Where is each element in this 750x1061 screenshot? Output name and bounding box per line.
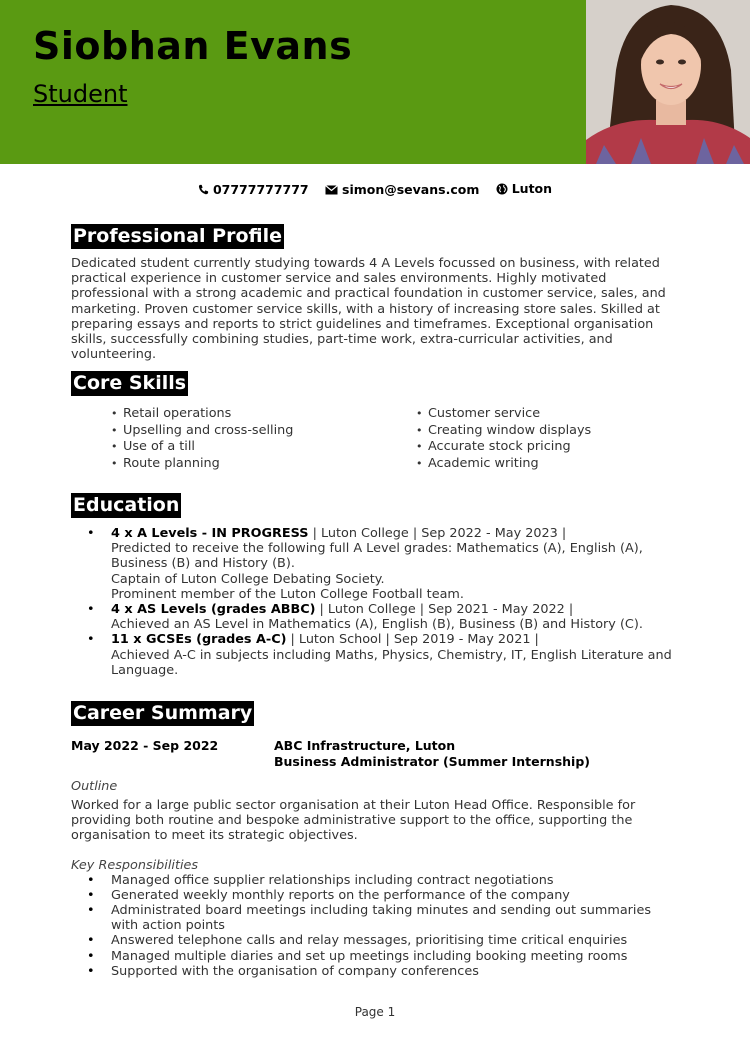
education-list: [71, 526, 681, 678]
skills-list: [71, 406, 681, 472]
education-detail: Captain of Luton College Debating Society.: [111, 571, 385, 587]
skill-item: • Accurate stock pricing: [416, 439, 591, 456]
skill-item: • Retail operations: [111, 406, 416, 423]
profile-text: Dedicated student currently studying towards 4 A Levels focussed on business, with related practical experience in customer service and sales environments. Highly motivated professional with a strong academic and practical foundation in customer service, sales, and marketing. Proven customer service skills, with a history of increasing store sales. Skilled at preparing essays and reports to strict guidelines and timeframes. Exceptional organisation skills, successfully combining studies, part-time work, extra-curricular activities, and volunteering.: [71, 256, 666, 363]
education-title: 4 x AS Levels (grades ABBC): [111, 602, 316, 618]
outline-label: Outline: [71, 779, 118, 794]
education-detail: Predicted to receive the following full A Level grades: Mathematics (A), English (A), Business (B) and History (B).: [111, 541, 643, 572]
header-banner: [0, 0, 750, 164]
candidate-role: Student: [33, 80, 128, 108]
skill-item: • Upselling and cross-selling: [111, 423, 416, 440]
profile-heading: Professional Profile: [73, 225, 282, 247]
skills-section: [71, 371, 681, 472]
career-employer-block: [274, 738, 590, 769]
education-detail: Achieved an AS Level in Mathematics (A), English (B), Business (B) and History (C).: [111, 617, 643, 633]
contact-bar: [0, 181, 750, 198]
education-entry: [71, 632, 681, 678]
career-position: Business Administrator (Summer Internship): [274, 753, 590, 769]
profile-section: [71, 224, 681, 362]
portrait-image: [586, 0, 750, 164]
phone-icon: [198, 184, 209, 195]
page-number: Page 1: [354, 1005, 396, 1019]
career-section: [71, 701, 681, 979]
career-dates: May 2022 - Sep 2022: [71, 738, 219, 753]
contact-phone: [198, 182, 309, 197]
skill-item: • Use of a till: [111, 439, 416, 456]
responsibility-item: • Answered telephone calls and relay messages, prioritising time critical enquiries: [71, 933, 681, 948]
career-employer: ABC Infrastructure, Luton: [274, 738, 456, 753]
education-title: 4 x A Levels - IN PROGRESS: [111, 526, 309, 541]
contact-email: [325, 182, 479, 197]
skill-item: • Creating window displays: [416, 423, 591, 440]
responsibility-item: • Administrated board meetings including taking minutes and sending out summaries with action points: [71, 903, 681, 933]
education-entry: [71, 526, 681, 602]
candidate-name: Siobhan Evans: [33, 24, 353, 68]
skills-column-right: [416, 406, 591, 472]
contact-location: [496, 181, 552, 196]
career-heading: Career Summary: [73, 702, 253, 724]
responsibility-item: • Generated weekly monthly reports on the performance of the company: [71, 888, 681, 903]
skill-item: • Customer service: [416, 406, 591, 423]
education-meta: | Luton College | Sep 2022 - May 2023 |: [308, 526, 567, 541]
responsibilities-list: [71, 873, 681, 979]
education-heading: Education: [73, 494, 180, 516]
profile-photo: [586, 0, 750, 164]
email-address[interactable]: simon@sevans.com: [342, 182, 480, 197]
education-title: 11 x GCSEs (grades A-C): [111, 632, 287, 648]
education-meta: | Luton College | Sep 2021 - May 2022 |: [315, 602, 574, 618]
career-entry-header: [71, 738, 681, 769]
education-section: [71, 493, 681, 678]
skill-item: • Academic writing: [416, 456, 591, 473]
skills-column-left: [111, 406, 416, 472]
globe-icon: [496, 183, 508, 195]
phone-number[interactable]: 07777777777: [212, 181, 309, 197]
education-entry: [71, 602, 681, 632]
skill-item: • Route planning: [111, 456, 416, 473]
education-meta: | Luton School | Sep 2019 - May 2021 |: [286, 632, 539, 648]
envelope-icon: [325, 185, 338, 195]
outline-text: Worked for a large public sector organisation at their Luton Head Office. Responsible for providing both routine and bespoke administrative support to the office, supporting the organisation to meet its strategic objectives.: [71, 798, 636, 844]
location-text: Luton: [511, 181, 553, 196]
responsibility-item: • Supported with the organisation of company conferences: [71, 964, 681, 979]
education-detail: Achieved A-C in subjects including Maths, Physics, Chemistry, IT, English Literature and Language.: [111, 647, 672, 678]
responsibilities-label: Key Responsibilities: [71, 857, 199, 873]
education-detail: Prominent member of the Luton College Football team.: [111, 586, 464, 602]
responsibility-item: • Managed multiple diaries and set up meetings including booking meeting rooms: [71, 949, 681, 964]
skills-heading: Core Skills: [73, 372, 187, 394]
responsibility-item: • Managed office supplier relationships including contract negotiations: [71, 873, 681, 888]
